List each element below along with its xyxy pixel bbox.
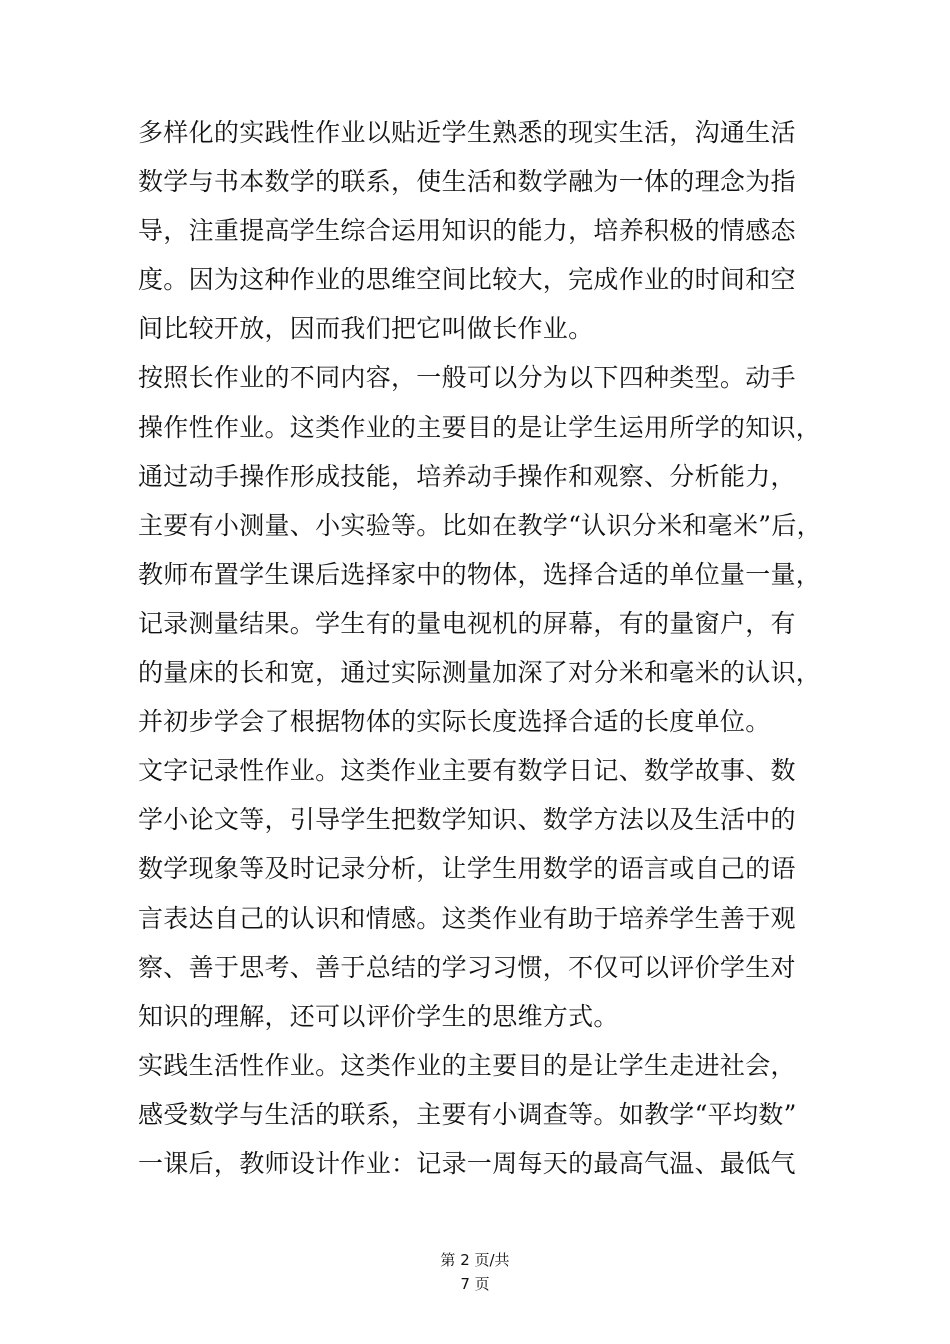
text-line: 实践生活性作业。这类作业的主要目的是让学生走进社会， [138, 1050, 796, 1080]
text-line: 导，注重提高学生综合运用知识的能力，培养积极的情感态 [138, 216, 796, 246]
text-line: 教师布置学生课后选择家中的物体，选择合适的单位量一量， [138, 559, 822, 589]
text-line: 感受数学与生活的联系，主要有小调查等。如教学“平均数” [138, 1099, 797, 1129]
text-line: 度。因为这种作业的思维空间比较大，完成作业的时间和空 [138, 265, 796, 295]
text-line: 操作性作业。这类作业的主要目的是让学生运用所学的知识， [138, 412, 822, 442]
text-line: 主要有小测量、小实验等。比如在教学“认识分米和毫米”后， [138, 510, 822, 540]
text-line: 按照长作业的不同内容，一般可以分为以下四种类型。动手 [138, 363, 796, 393]
text-line: 一课后，教师设计作业：记录一周每天的最高气温、最低气 [138, 1148, 796, 1178]
text-line: 文字记录性作业。这类作业主要有数学日记、数学故事、数 [138, 756, 796, 786]
text-line: 言表达自己的认识和情感。这类作业有助于培养学生善于观 [138, 903, 796, 933]
text-line: 数学与书本数学的联系，使生活和数学融为一体的理念为指 [138, 167, 796, 197]
page-number-line-2: 7 页 [460, 1275, 490, 1293]
text-line: 知识的理解，还可以评价学生的思维方式。 [138, 1001, 619, 1031]
page-footer [0, 1248, 950, 1296]
body-text [138, 108, 822, 1188]
page-number-line-1: 第 2 页/共 [440, 1251, 510, 1269]
text-line: 学小论文等，引导学生把数学知识、数学方法以及生活中的 [138, 805, 796, 835]
text-line: 察、善于思考、善于总结的学习习惯，不仅可以评价学生对 [138, 952, 796, 982]
text-line: 的量床的长和宽，通过实际测量加深了对分米和毫米的认识， [138, 658, 822, 688]
text-line: 记录测量结果。学生有的量电视机的屏幕，有的量窗户，有 [138, 608, 796, 638]
text-line: 数学现象等及时记录分析，让学生用数学的语言或自己的语 [138, 854, 796, 884]
text-line: 多样化的实践性作业以贴近学生熟悉的现实生活，沟通生活 [138, 118, 796, 147]
text-line: 通过动手操作形成技能，培养动手操作和观察、分析能力， [138, 461, 796, 491]
text-line: 间比较开放，因而我们把它叫做长作业。 [138, 314, 594, 344]
text-line: 并初步学会了根据物体的实际长度选择合适的长度单位。 [138, 707, 771, 737]
